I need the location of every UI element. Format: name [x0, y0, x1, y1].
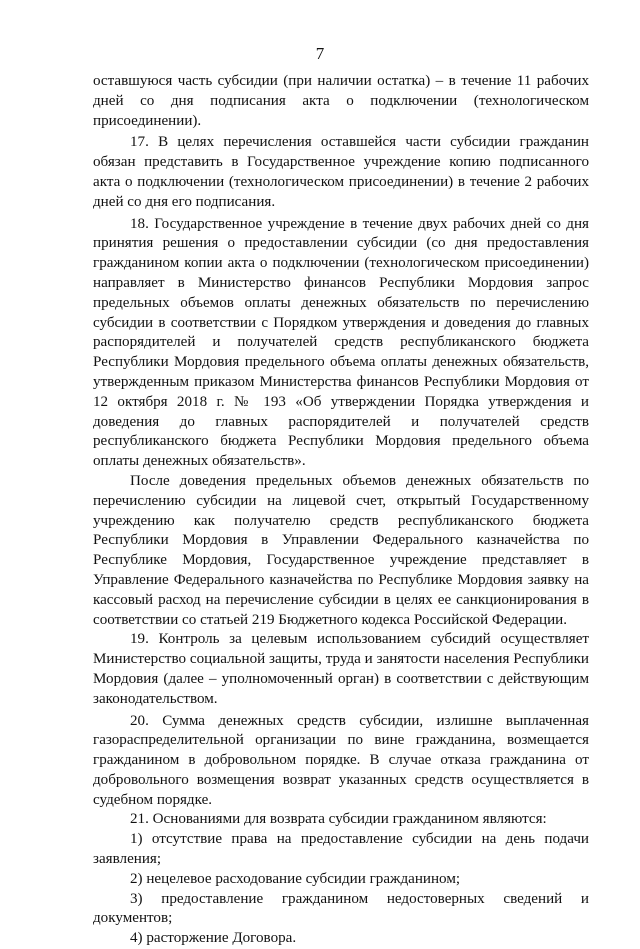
document-body	[93, 72, 589, 949]
paragraph-20: 20. Сумма денежных средств субсидии, излишне выплаченная газораспределительной организации по вине гражданина, возмещается гражданином в добровольном порядке. В случае отказа гражданина от добровольного возмещения возврат указанных средств осуществляется в судебном порядке.	[93, 712, 589, 808]
list-item-2: 2) нецелевое расходование субсидии гражданином;	[130, 870, 461, 887]
list-item-3: 3) предоставление гражданином недостоверных сведений и документов;	[93, 890, 589, 927]
paragraph-17: 17. В целях перечисления оставшейся части субсидии гражданин обязан представить в Государственное учреждение копию подписанного акта о подключении (технологическом присоединении) в течение 2 рабочих дней со дня его подписания.	[93, 134, 589, 210]
paragraph-19: 19. Контроль за целевым использованием субсидий осуществляет Министерство социальной защиты, труда и занятости населения Республики Мордовия (далее – уполномоченный орган) в соответствии с действующим законодательством.	[93, 631, 589, 707]
list-item-1: 1) отсутствие права на предоставление субсидии на день подачи заявления;	[93, 831, 589, 868]
list-item-4: 4) расторжение Договора.	[130, 930, 297, 947]
paragraph-18-continued: После доведения предельных объемов денежных обязательств по перечислению субсидии на лицевой счет, открытый Государственному учреждению как получателю средств республиканского бюджета Республики Мордовия в Управлении Федерального казначейства по Республике Мордовия, Государственное учреждение представляет в Управление Федерального казначейства по Республике Мордовия заявку на кассовый расход на перечисление субсидии в целях ее санкционирования в соответствии со статьей 219 Бюджетного кодекса Российской Федерации.	[93, 472, 589, 628]
page-number: 7	[315, 44, 325, 63]
paragraph-21: 21. Основаниями для возврата субсидии гражданином являются:	[130, 811, 547, 828]
paragraph-18: 18. Государственное учреждение в течение двух рабочих дней со дня принятия решения о предоставлении субсидии (со дня предоставления гражданином копии акта о подключении (технологическом присоединении) направляет в Министерство финансов Республики Мордовия запрос предельных объемов оплаты денежных обязательств по перечислению субсидии в соответствии с Порядком утверждения и доведения до главных распорядителей и получателей средств республиканского бюджета Республики Мордовия предельного объема оплаты денежных обязательств, утвержденным приказом Министерства финансов Республики Мордовия от 12 октября 2018 г. № 193 «Об утверждении Порядка утверждения и доведения до главных распорядителей и получателей средств республиканского бюджета Республики Мордовия предельного объема оплаты денежных обязательств».	[93, 215, 589, 470]
paragraph-continuation: оставшуюся часть субсидии (при наличии остатка) – в течение 11 рабочих дней со дня подписания акта о подключении (технологическом присоединении).	[93, 73, 589, 129]
